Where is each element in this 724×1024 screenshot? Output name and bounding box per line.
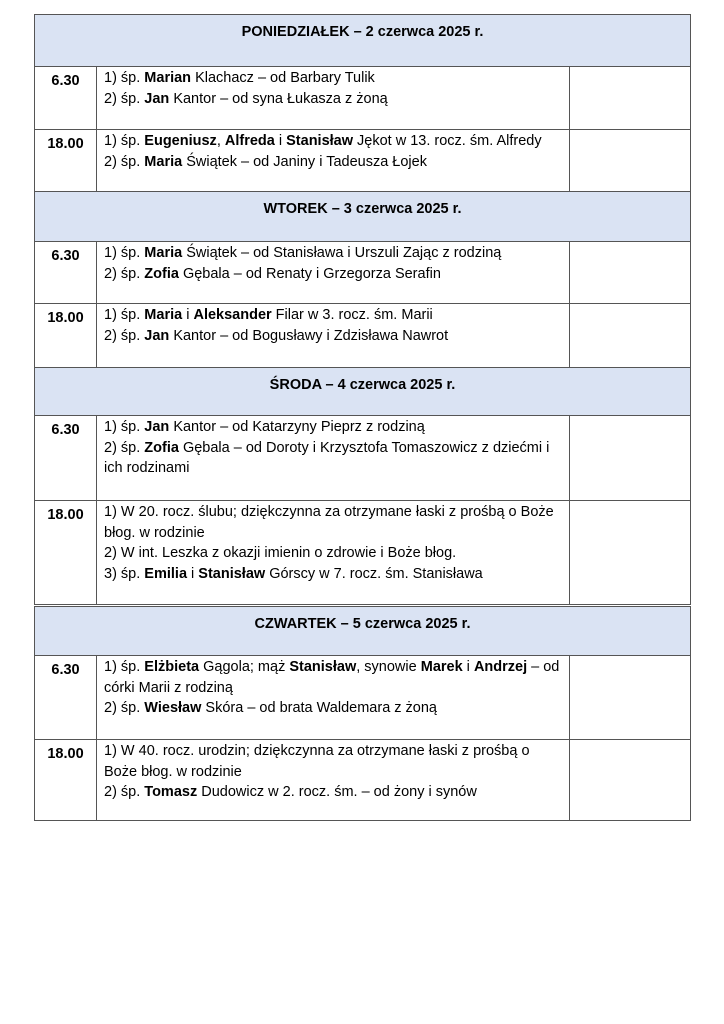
intention-line <box>104 264 563 285</box>
mass-row <box>35 67 691 130</box>
mass-time: 18.00 <box>35 740 97 821</box>
intention-text: Dudowicz w 2. rocz. śm. – od żony i synów <box>197 784 477 800</box>
intention-text: 1) śp. <box>104 70 145 86</box>
name-bold: Andrzej <box>473 659 528 675</box>
name-bold: Maria <box>144 245 183 261</box>
name-bold: Wiesław <box>144 700 202 716</box>
intention-text: Jękot w 13. rocz. śm. Alfredy <box>353 133 542 149</box>
intention-text: Kantor – od syna Łukasza z żoną <box>169 90 388 107</box>
intention-line <box>104 782 563 803</box>
intention-text: i <box>182 307 194 323</box>
mass-schedule-table <box>34 14 691 821</box>
mass-time: 6.30 <box>35 416 97 501</box>
name-bold: Zofia <box>144 265 179 282</box>
day-header-row <box>35 15 691 67</box>
name-bold: Marian <box>144 70 192 86</box>
intention-line <box>104 502 563 543</box>
empty-cell <box>570 242 691 304</box>
mass-row <box>35 416 691 501</box>
intention-line <box>104 243 563 264</box>
name-bold: Maria <box>144 153 183 170</box>
day-header-row <box>35 192 691 242</box>
name-bold: Emilia <box>144 565 188 582</box>
intention-line <box>104 68 563 89</box>
name-bold: Marek <box>420 659 463 675</box>
name-bold: Tomasz <box>144 784 198 800</box>
mass-row <box>35 242 691 304</box>
intention-text: 1) śp. <box>104 245 145 261</box>
intention-line <box>104 698 563 719</box>
empty-cell <box>570 501 691 606</box>
intention-text: 2) W int. Leszka z okazji imienin o zdrowie i Boże błog. <box>104 545 457 561</box>
name-bold: Alfreda <box>224 133 275 149</box>
mass-intentions <box>97 130 570 192</box>
day-header: WTOREK – 3 czerwca 2025 r. <box>35 192 691 242</box>
name-bold: Aleksander <box>193 307 272 323</box>
name-bold: Zofia <box>144 439 179 456</box>
name-bold: Stanisław <box>198 565 266 582</box>
intention-line <box>104 741 563 782</box>
intention-line <box>104 305 563 326</box>
intention-text: 2) śp. <box>104 784 145 800</box>
empty-cell <box>570 656 691 740</box>
day-header: PONIEDZIAŁEK – 2 czerwca 2025 r. <box>35 15 691 67</box>
intention-text: – od córki Marii z rodziną <box>104 659 560 696</box>
mass-intentions <box>97 656 570 740</box>
empty-cell <box>570 67 691 130</box>
intention-text: 3) śp. <box>104 565 145 582</box>
intention-text: Górscy w 7. rocz. śm. Stanisława <box>265 565 483 582</box>
intention-text: Gągola; mąż <box>199 659 290 675</box>
intention-text: Kantor – od Bogusławy i Zdzisława Nawrot <box>169 327 449 344</box>
intention-text: Skóra – od brata Waldemara z żoną <box>201 700 438 716</box>
intention-line <box>104 89 563 110</box>
empty-cell <box>570 416 691 501</box>
intention-text: Gębala – od Renaty i Grzegorza Serafin <box>178 265 441 282</box>
intention-text: 1) śp. <box>104 659 145 675</box>
day-header: ŚRODA – 4 czerwca 2025 r. <box>35 368 691 416</box>
intention-text: i <box>274 133 287 149</box>
mass-time: 6.30 <box>35 242 97 304</box>
name-bold: Stanisław <box>286 133 354 149</box>
empty-cell <box>570 740 691 821</box>
mass-time: 18.00 <box>35 130 97 192</box>
intention-line <box>104 326 563 347</box>
name-bold: Jan <box>144 327 170 344</box>
intention-text: Filar w 3. rocz. śm. Marii <box>271 307 433 323</box>
intention-text: 2) śp. <box>104 439 145 456</box>
intention-text: 1) śp. <box>104 133 145 149</box>
name-bold: Eugeniusz <box>144 133 217 149</box>
intention-text: 2) śp. <box>104 153 145 170</box>
name-bold: Stanisław <box>289 659 357 675</box>
mass-row <box>35 130 691 192</box>
intention-text: Świątek – od Stanisława i Urszuli Zając z rodziną <box>182 245 502 261</box>
intention-text: 2) śp. <box>104 90 145 107</box>
intention-text: Kantor – od Katarzyny Pieprz z rodziną <box>169 419 425 435</box>
intention-line <box>104 131 563 152</box>
intention-line <box>104 438 563 479</box>
intention-text: Świątek – od Janiny i Tadeusza Łojek <box>182 153 427 170</box>
mass-intentions <box>97 242 570 304</box>
intention-text: 1) śp. <box>104 307 145 323</box>
intention-line <box>104 657 563 698</box>
empty-cell <box>570 130 691 192</box>
mass-time: 6.30 <box>35 656 97 740</box>
mass-intentions <box>97 501 570 606</box>
mass-row <box>35 501 691 606</box>
mass-intentions <box>97 67 570 130</box>
intention-line <box>104 417 563 438</box>
mass-time: 6.30 <box>35 67 97 130</box>
intention-text: 2) śp. <box>104 265 145 282</box>
mass-row <box>35 304 691 368</box>
day-header-row <box>35 368 691 416</box>
day-header-row <box>35 606 691 656</box>
intention-text: , <box>216 133 225 149</box>
mass-intentions <box>97 416 570 501</box>
day-header: CZWARTEK – 5 czerwca 2025 r. <box>35 606 691 656</box>
intention-line <box>104 152 563 173</box>
intention-text: i <box>462 659 474 675</box>
intention-text: 1) śp. <box>104 419 145 435</box>
intention-line <box>104 543 563 564</box>
name-bold: Jan <box>144 419 170 435</box>
mass-time: 18.00 <box>35 304 97 368</box>
name-bold: Elżbieta <box>144 659 200 675</box>
mass-row <box>35 740 691 821</box>
empty-cell <box>570 304 691 368</box>
intention-text: 2) śp. <box>104 327 145 344</box>
intention-text: 1) W 20. rocz. ślubu; dziękczynna za otrzymane łaski z prośbą o Boże błog. w rodzinie <box>104 504 554 541</box>
intention-text: Klachacz – od Barbary Tulik <box>191 70 375 86</box>
mass-time: 18.00 <box>35 501 97 606</box>
mass-intentions <box>97 304 570 368</box>
mass-row <box>35 656 691 740</box>
intention-text: i <box>187 565 199 582</box>
intention-text: 1) W 40. rocz. urodzin; dziękczynna za otrzymane łaski z prośbą o Boże błog. w rodzinie <box>104 743 530 780</box>
intention-line <box>104 564 563 585</box>
mass-intentions <box>97 740 570 821</box>
name-bold: Maria <box>144 307 183 323</box>
intention-text: , synowie <box>356 659 421 675</box>
intention-text: 2) śp. <box>104 700 145 716</box>
name-bold: Jan <box>144 90 170 107</box>
intention-text: Gębala – od Doroty i Krzysztofa Tomaszowicz z dziećmi i ich rodzinami <box>104 439 550 476</box>
